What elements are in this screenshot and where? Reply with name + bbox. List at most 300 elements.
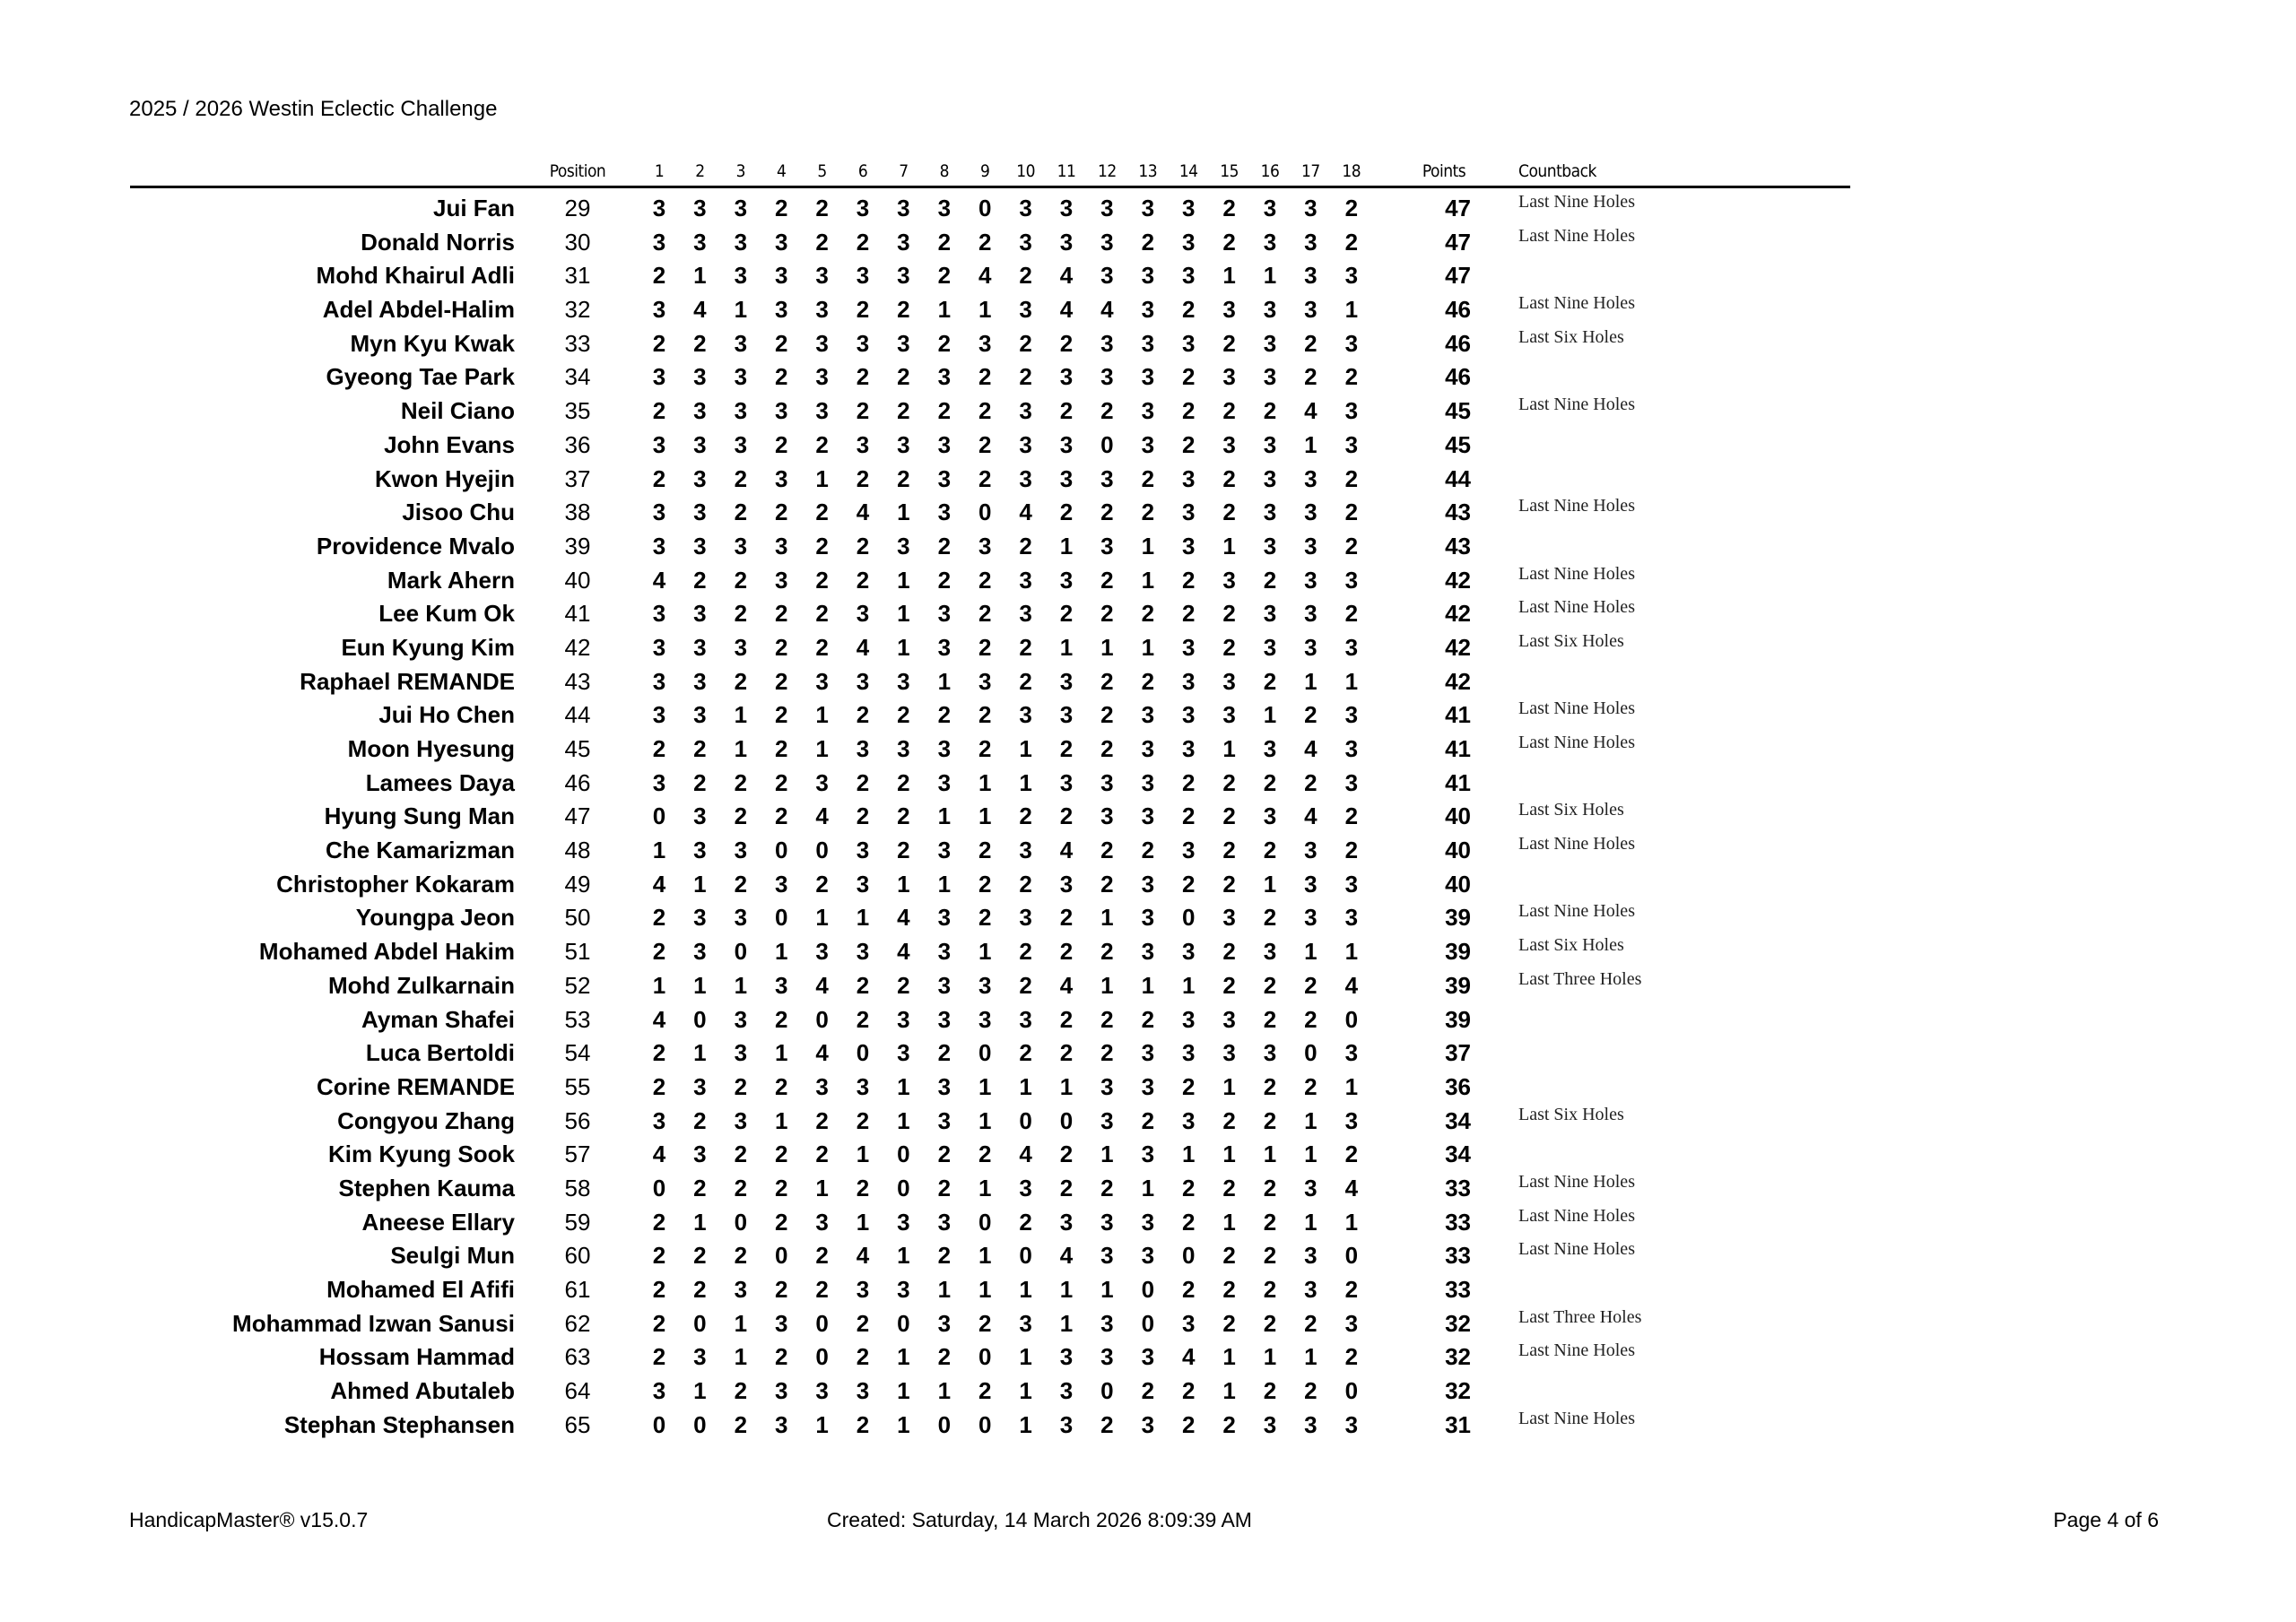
hole-score: 3 — [652, 296, 666, 324]
hole-score: 2 — [1344, 464, 1359, 492]
hole-score: 2 — [652, 938, 666, 966]
hole-score: 3 — [1059, 1410, 1074, 1438]
hole-score: 1 — [1344, 1208, 1359, 1236]
hole-score: 2 — [1222, 195, 1236, 221]
hole-score: 4 — [815, 971, 829, 999]
player-name: Seulgi Mun — [390, 1242, 515, 1270]
hole-score: 2 — [1222, 768, 1236, 796]
hole-score: 2 — [937, 566, 952, 594]
hole-score: 4 — [1304, 397, 1318, 425]
hole-score: 3 — [1181, 735, 1196, 762]
table-row — [0, 394, 2296, 428]
hole-score: 2 — [1019, 329, 1032, 357]
hole-score: 2 — [978, 566, 992, 594]
hole-score: 1 — [1141, 633, 1155, 661]
hole-score: 3 — [937, 1005, 952, 1033]
header-hole: 17 — [1301, 161, 1320, 181]
hole-score: 3 — [1059, 464, 1074, 492]
hole-score: 2 — [774, 1005, 788, 1033]
player-position: 65 — [564, 1410, 591, 1438]
hole-score: 0 — [978, 1410, 992, 1438]
hole-score: 3 — [856, 870, 870, 898]
hole-score: 3 — [1181, 499, 1196, 526]
hole-score: 3 — [1100, 768, 1114, 796]
hole-score: 1 — [1019, 768, 1032, 796]
hole-score: 2 — [1059, 735, 1074, 762]
hole-score: 3 — [774, 262, 788, 290]
hole-score: 2 — [1263, 1242, 1277, 1270]
hole-score: 2 — [1059, 1039, 1074, 1067]
hole-score: 2 — [1100, 397, 1114, 425]
hole-score: 3 — [734, 837, 748, 864]
hole-score: 2 — [856, 802, 870, 830]
player-name: Kwon Hyejin — [374, 464, 515, 492]
hole-score: 3 — [978, 532, 992, 559]
player-name: Corine REMANDE — [316, 1072, 515, 1100]
hole-score: 3 — [1344, 329, 1359, 357]
hole-score: 1 — [1222, 1377, 1236, 1405]
hole-score: 2 — [1100, 499, 1114, 526]
player-name: Mohammad Izwan Sanusi — [232, 1309, 515, 1337]
player-position: 51 — [564, 938, 591, 966]
player-points: 42 — [1445, 566, 1471, 594]
hole-score: 2 — [1141, 499, 1155, 526]
hole-score: 2 — [693, 735, 707, 762]
hole-score: 4 — [1304, 802, 1318, 830]
player-name: Mohd Khairul Adli — [316, 262, 515, 290]
hole-score: 3 — [1263, 430, 1277, 458]
table-row — [0, 664, 2296, 698]
table-row — [0, 1104, 2296, 1138]
hole-score: 3 — [1019, 464, 1032, 492]
hole-score: 2 — [937, 1343, 952, 1371]
player-points: 41 — [1445, 701, 1471, 729]
hole-score: 1 — [815, 701, 829, 729]
hole-score: 1 — [1344, 667, 1359, 695]
hole-score: 1 — [897, 600, 910, 628]
hole-score: 3 — [1019, 1005, 1032, 1033]
hole-score: 3 — [1100, 532, 1114, 559]
hole-score: 2 — [937, 1174, 952, 1201]
hole-score: 3 — [897, 262, 910, 290]
hole-score: 0 — [978, 195, 992, 221]
hole-score: 0 — [734, 1208, 748, 1236]
countback-note: Last Nine Holes — [1518, 901, 1635, 922]
hole-score: 4 — [1019, 1141, 1032, 1168]
hole-score: 3 — [1263, 1410, 1277, 1438]
table-row — [0, 1205, 2296, 1239]
hole-score: 1 — [1222, 262, 1236, 290]
hole-score: 1 — [978, 802, 992, 830]
hole-score: 2 — [856, 1174, 870, 1201]
player-name: Myn Kyu Kwak — [350, 329, 515, 357]
hole-score: 1 — [897, 633, 910, 661]
player-position: 35 — [564, 397, 591, 425]
player-points: 41 — [1445, 768, 1471, 796]
hole-score: 2 — [693, 768, 707, 796]
hole-score: 2 — [693, 1106, 707, 1134]
player-name: Mark Ahern — [387, 566, 515, 594]
hole-score: 2 — [1263, 768, 1277, 796]
hole-score: 2 — [734, 600, 748, 628]
hole-score: 3 — [1304, 228, 1318, 256]
hole-score: 2 — [1222, 1242, 1236, 1270]
hole-score: 3 — [693, 464, 707, 492]
hole-score: 1 — [978, 938, 992, 966]
header-hole: 1 — [654, 161, 665, 181]
player-points: 32 — [1445, 1377, 1471, 1405]
hole-score: 2 — [856, 532, 870, 559]
hole-score: 2 — [1222, 1106, 1236, 1134]
player-name: Congyou Zhang — [337, 1106, 515, 1134]
hole-score: 1 — [1263, 262, 1277, 290]
hole-score: 2 — [734, 1377, 748, 1405]
hole-score: 0 — [1141, 1276, 1155, 1303]
hole-score: 3 — [1344, 397, 1359, 425]
hole-score: 3 — [856, 938, 870, 966]
hole-score: 3 — [1019, 1174, 1032, 1201]
hole-score: 2 — [1181, 296, 1196, 324]
hole-score: 2 — [897, 363, 910, 391]
header-hole: 18 — [1342, 161, 1361, 181]
player-points: 47 — [1445, 262, 1471, 290]
hole-score: 3 — [1304, 870, 1318, 898]
hole-score: 2 — [978, 735, 992, 762]
player-points: 36 — [1445, 1072, 1471, 1100]
hole-score: 3 — [693, 904, 707, 932]
hole-score: 3 — [1019, 296, 1032, 324]
player-name: Jui Fan — [432, 195, 515, 221]
player-position: 46 — [564, 768, 591, 796]
hole-score: 3 — [693, 397, 707, 425]
header-rule — [130, 186, 1850, 188]
hole-score: 3 — [1181, 1309, 1196, 1337]
hole-score: 0 — [897, 1141, 910, 1168]
countback-note: Last Nine Holes — [1518, 597, 1635, 618]
hole-score: 4 — [652, 1141, 666, 1168]
hole-score: 2 — [815, 430, 829, 458]
hole-score: 2 — [978, 1377, 992, 1405]
hole-score: 1 — [693, 1377, 707, 1405]
player-points: 33 — [1445, 1276, 1471, 1303]
table-row — [0, 833, 2296, 867]
hole-score: 3 — [1059, 195, 1074, 221]
hole-score: 1 — [978, 296, 992, 324]
hole-score: 3 — [652, 768, 666, 796]
hole-score: 3 — [856, 1072, 870, 1100]
hole-score: 3 — [734, 262, 748, 290]
hole-score: 3 — [1304, 499, 1318, 526]
hole-score: 2 — [734, 1174, 748, 1201]
hole-score: 2 — [652, 397, 666, 425]
hole-score: 0 — [1141, 1309, 1155, 1337]
table-row — [0, 1002, 2296, 1037]
hole-score: 3 — [1344, 870, 1359, 898]
player-points: 39 — [1445, 904, 1471, 932]
hole-score: 3 — [1100, 262, 1114, 290]
player-name: Mohamed El Afifi — [326, 1276, 515, 1303]
table-row — [0, 462, 2296, 496]
hole-score: 2 — [1344, 837, 1359, 864]
hole-score: 2 — [1100, 837, 1114, 864]
hole-score: 2 — [1304, 1377, 1318, 1405]
hole-score: 3 — [1059, 667, 1074, 695]
hole-score: 2 — [774, 1072, 788, 1100]
player-name: Gyeong Tae Park — [326, 363, 515, 391]
table-row — [0, 732, 2296, 766]
hole-score: 3 — [1100, 1208, 1114, 1236]
countback-note: Last Six Holes — [1518, 630, 1624, 651]
hole-score: 3 — [652, 701, 666, 729]
header-hole: 7 — [899, 161, 909, 181]
hole-score: 3 — [774, 566, 788, 594]
hole-score: 2 — [1019, 971, 1032, 999]
player-position: 49 — [564, 870, 591, 898]
hole-score: 1 — [1263, 1141, 1277, 1168]
hole-score: 3 — [1141, 768, 1155, 796]
hole-score: 2 — [1263, 971, 1277, 999]
hole-score: 3 — [1100, 329, 1114, 357]
hole-score: 3 — [1222, 296, 1236, 324]
hole-score: 3 — [1304, 600, 1318, 628]
hole-score: 3 — [1181, 262, 1196, 290]
countback-note: Last Six Holes — [1518, 326, 1624, 347]
hole-score: 1 — [734, 971, 748, 999]
table-row — [0, 934, 2296, 968]
hole-score: 1 — [1100, 904, 1114, 932]
hole-score: 2 — [774, 1141, 788, 1168]
countback-note: Last Nine Holes — [1518, 834, 1635, 854]
hole-score: 4 — [1100, 296, 1114, 324]
hole-score: 3 — [937, 600, 952, 628]
hole-score: 2 — [1222, 837, 1236, 864]
hole-score: 3 — [1141, 1343, 1155, 1371]
hole-score: 2 — [937, 532, 952, 559]
hole-score: 3 — [856, 1377, 870, 1405]
player-points: 41 — [1445, 735, 1471, 762]
table-row — [0, 258, 2296, 292]
hole-score: 4 — [815, 1039, 829, 1067]
hole-score: 2 — [856, 397, 870, 425]
table-row — [0, 698, 2296, 732]
player-position: 64 — [564, 1377, 591, 1405]
hole-score: 0 — [1344, 1242, 1359, 1270]
hole-score: 3 — [1141, 195, 1155, 221]
table-row — [0, 563, 2296, 597]
table-row — [0, 766, 2296, 800]
player-position: 29 — [564, 195, 591, 221]
hole-score: 3 — [937, 195, 952, 221]
hole-score: 2 — [734, 1072, 748, 1100]
hole-score: 3 — [1181, 1039, 1196, 1067]
hole-score: 3 — [693, 837, 707, 864]
hole-score: 0 — [734, 938, 748, 966]
hole-score: 2 — [1344, 1141, 1359, 1168]
hole-score: 2 — [774, 1343, 788, 1371]
hole-score: 1 — [734, 701, 748, 729]
player-position: 58 — [564, 1174, 591, 1201]
player-points: 42 — [1445, 667, 1471, 695]
player-position: 50 — [564, 904, 591, 932]
hole-score: 3 — [978, 1005, 992, 1033]
hole-score: 3 — [734, 1039, 748, 1067]
player-name: Mohd Zulkarnain — [328, 971, 515, 999]
hole-score: 2 — [1263, 1276, 1277, 1303]
player-points: 42 — [1445, 600, 1471, 628]
hole-score: 2 — [815, 499, 829, 526]
table-row — [0, 1374, 2296, 1408]
hole-score: 3 — [1304, 1276, 1318, 1303]
player-position: 57 — [564, 1141, 591, 1168]
hole-score: 3 — [937, 768, 952, 796]
hole-score: 2 — [1222, 971, 1236, 999]
countback-note: Last Nine Holes — [1518, 1408, 1635, 1428]
hole-score: 2 — [856, 1410, 870, 1438]
hole-score: 2 — [774, 768, 788, 796]
hole-score: 3 — [815, 363, 829, 391]
hole-score: 2 — [1263, 1072, 1277, 1100]
hole-score: 0 — [1100, 430, 1114, 458]
hole-score: 2 — [774, 499, 788, 526]
table-row — [0, 900, 2296, 934]
hole-score: 0 — [897, 1174, 910, 1201]
hole-score: 4 — [856, 633, 870, 661]
hole-score: 1 — [652, 971, 666, 999]
player-points: 32 — [1445, 1309, 1471, 1337]
hole-score: 0 — [1344, 1377, 1359, 1405]
header-hole: 3 — [735, 161, 745, 181]
hole-score: 1 — [1059, 1309, 1074, 1337]
hole-score: 2 — [856, 1106, 870, 1134]
table-row — [0, 1070, 2296, 1104]
hole-score: 0 — [815, 1343, 829, 1371]
hole-score: 2 — [856, 296, 870, 324]
hole-score: 2 — [652, 1039, 666, 1067]
player-points: 46 — [1445, 363, 1471, 391]
hole-score: 3 — [815, 1377, 829, 1405]
hole-score: 3 — [1141, 1141, 1155, 1168]
hole-score: 2 — [978, 870, 992, 898]
hole-score: 3 — [1304, 633, 1318, 661]
hole-score: 4 — [1344, 971, 1359, 999]
hole-score: 2 — [652, 1276, 666, 1303]
hole-score: 0 — [1304, 1039, 1318, 1067]
player-points: 31 — [1445, 1410, 1471, 1438]
hole-score: 4 — [856, 1242, 870, 1270]
hole-score: 3 — [1019, 195, 1032, 221]
countback-note: Last Nine Holes — [1518, 192, 1635, 212]
hole-score: 2 — [1019, 870, 1032, 898]
hole-score: 3 — [897, 195, 910, 221]
hole-score: 1 — [937, 1276, 952, 1303]
hole-score: 3 — [1222, 1005, 1236, 1033]
hole-score: 3 — [1304, 532, 1318, 559]
hole-score: 2 — [1019, 1039, 1032, 1067]
hole-score: 3 — [1344, 1309, 1359, 1337]
hole-score: 2 — [652, 735, 666, 762]
hole-score: 3 — [937, 938, 952, 966]
hole-score: 1 — [1019, 1343, 1032, 1371]
hole-score: 2 — [652, 1072, 666, 1100]
hole-score: 3 — [1141, 701, 1155, 729]
player-position: 31 — [564, 262, 591, 290]
hole-score: 2 — [1141, 837, 1155, 864]
hole-score: 1 — [978, 1174, 992, 1201]
hole-score: 3 — [1019, 430, 1032, 458]
hole-score: 2 — [1181, 1208, 1196, 1236]
hole-score: 0 — [693, 1410, 707, 1438]
hole-score: 2 — [774, 667, 788, 695]
player-position: 47 — [564, 802, 591, 830]
player-name: Lee Kum Ok — [378, 600, 515, 628]
hole-score: 3 — [693, 1141, 707, 1168]
countback-note: Last Six Holes — [1518, 1104, 1624, 1124]
countback-note: Last Nine Holes — [1518, 733, 1635, 752]
hole-score: 2 — [897, 971, 910, 999]
player-name: Hyung Sung Man — [324, 802, 515, 830]
hole-score: 0 — [1059, 1106, 1074, 1134]
player-position: 38 — [564, 499, 591, 526]
hole-score: 3 — [1344, 904, 1359, 932]
hole-score: 1 — [1344, 1072, 1359, 1100]
hole-score: 3 — [1141, 870, 1155, 898]
hole-score: 3 — [774, 228, 788, 256]
hole-score: 2 — [1059, 938, 1074, 966]
hole-score: 2 — [774, 701, 788, 729]
hole-score: 2 — [1304, 329, 1318, 357]
hole-score: 2 — [1059, 600, 1074, 628]
hole-score: 0 — [1344, 1005, 1359, 1033]
table-row — [0, 360, 2296, 394]
hole-score: 2 — [1304, 1072, 1318, 1100]
hole-score: 2 — [1304, 701, 1318, 729]
hole-score: 3 — [1141, 262, 1155, 290]
hole-score: 3 — [774, 296, 788, 324]
hole-score: 2 — [1141, 1377, 1155, 1405]
player-points: 34 — [1445, 1106, 1471, 1134]
player-name: Moon Hyesung — [347, 735, 515, 762]
hole-score: 0 — [937, 1410, 952, 1438]
hole-score: 3 — [1019, 566, 1032, 594]
hole-score: 1 — [1141, 971, 1155, 999]
hole-score: 1 — [1304, 1106, 1318, 1134]
hole-score: 2 — [937, 1039, 952, 1067]
table-row — [0, 968, 2296, 1002]
hole-score: 3 — [1059, 363, 1074, 391]
hole-score: 2 — [1100, 938, 1114, 966]
hole-score: 3 — [652, 228, 666, 256]
hole-score: 2 — [856, 971, 870, 999]
player-name: Ahmed Abutaleb — [330, 1377, 515, 1405]
hole-score: 2 — [652, 464, 666, 492]
hole-score: 0 — [856, 1039, 870, 1067]
hole-score: 0 — [1181, 904, 1196, 932]
hole-score: 0 — [978, 1039, 992, 1067]
hole-score: 4 — [652, 566, 666, 594]
hole-score: 1 — [1222, 1343, 1236, 1371]
hole-score: 2 — [693, 1242, 707, 1270]
hole-score: 3 — [1222, 363, 1236, 391]
player-points: 33 — [1445, 1242, 1471, 1270]
hole-score: 1 — [1019, 1276, 1032, 1303]
hole-score: 1 — [734, 1343, 748, 1371]
hole-score: 2 — [1304, 1005, 1318, 1033]
hole-score: 3 — [856, 195, 870, 221]
countback-note: Last Nine Holes — [1518, 395, 1635, 415]
hole-score: 3 — [937, 1208, 952, 1236]
table-row — [0, 1306, 2296, 1340]
header-hole: 13 — [1138, 161, 1158, 181]
